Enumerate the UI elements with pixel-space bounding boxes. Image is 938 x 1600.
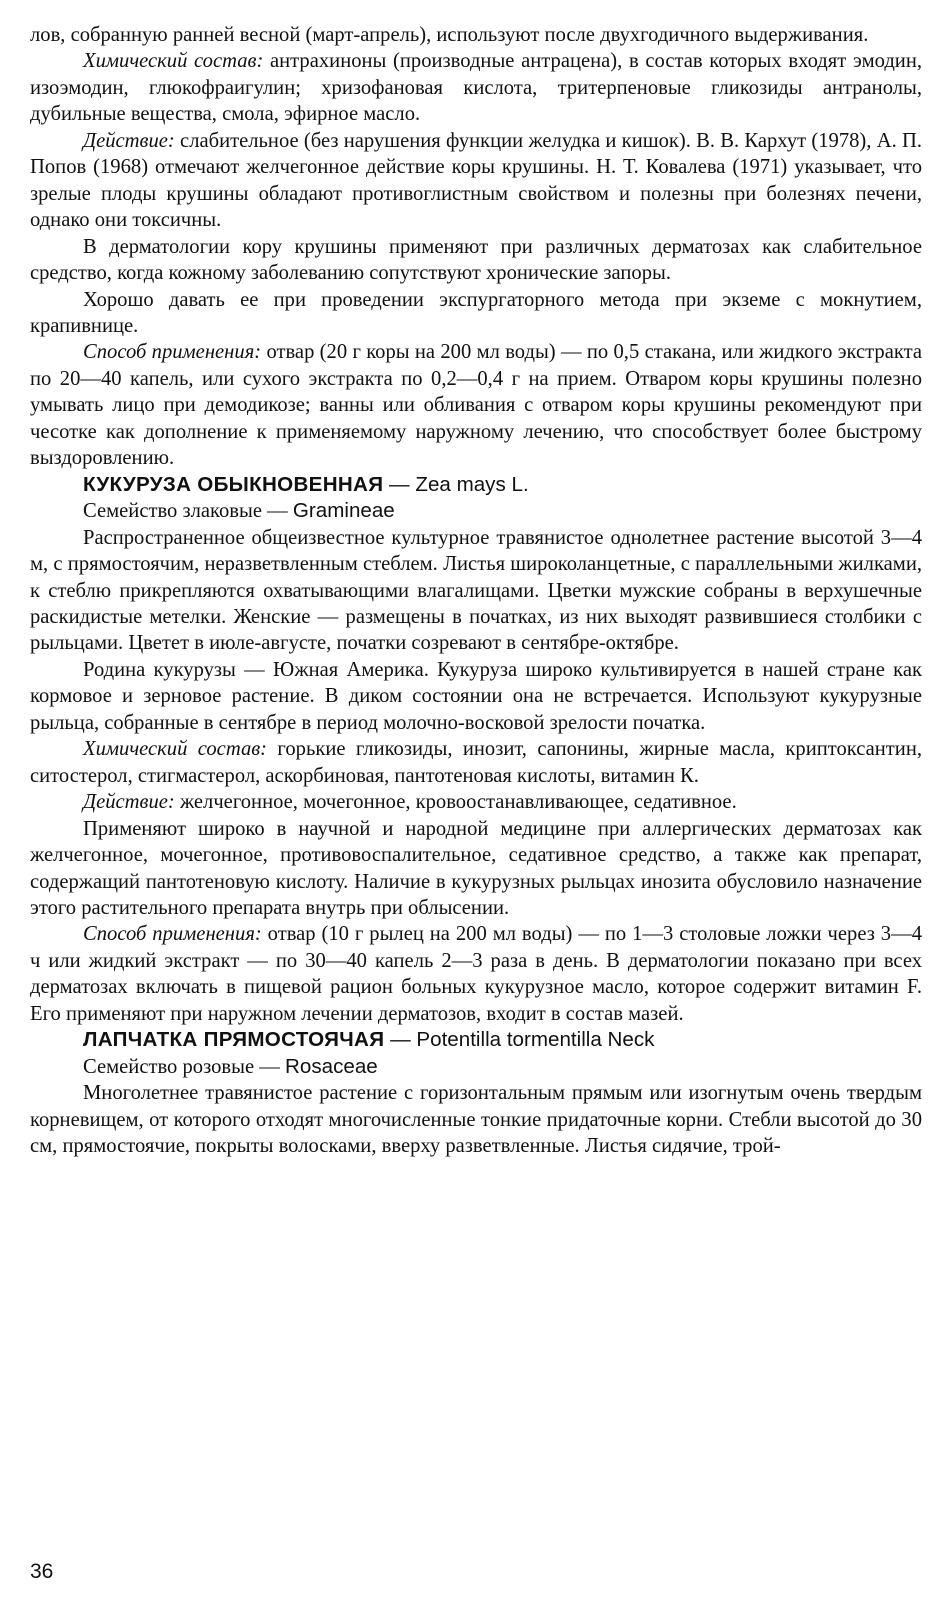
paragraph-text: В дерматологии кору крушины применяют при различных дерматозах как слабительное средство, когда кожному заболеванию сопутствуют хронические запоры. <box>30 235 922 285</box>
paragraph <box>30 472 922 498</box>
paragraph-text: Семейство злаковые — <box>83 500 293 523</box>
paragraph <box>30 287 922 340</box>
paragraph-text: отвар (20 г коры на 200 мл воды) — по 0,5 стакана, или жидкого экстракта по 20—40 капель, или сухого экстракта по 0,2—0,4 г на прием. Отваром коры крушины полезно умывать лицо при демодикозе; ванны или обливания с отваром коры крушины рекомендуют при чесотке как дополнение к применяемому наружному лечению, что способствует более быстрому выздоровлению. <box>30 341 922 470</box>
paragraph <box>30 921 922 1027</box>
paragraph <box>30 22 922 48</box>
section-label: Химический состав: <box>83 50 264 73</box>
paragraph-text: Распространенное общеизвестное культурное травянистое однолетнее растение высотой 3—4 м, с прямостоячим, неразветвленным стеблем. Листья широколанцетные, с параллельными жилками, к стеблю прикрепляются охватывающими влагалищами. Цветки мужские собраны в верхушечные раскидистые метелки. Женские — размещены в початках, из них выходят развившиеся столбики с рыльцами. Цветет в июле-августе, початки созревают в сентябре-октябре. <box>30 526 922 655</box>
paragraph <box>30 48 922 127</box>
paragraph <box>30 789 922 815</box>
section-label: Способ применения: <box>83 341 262 364</box>
paragraph <box>30 1054 922 1080</box>
paragraph-text: отвар (10 г рылец на 200 мл воды) — по 1—3 столовые ложки через 3—4 ч или жидкий экстракт — по 30—40 капель 2—3 раза в день. В дерматологии показано при всех дерматозах включать в пищевой рацион больных кукурузное масло, которое содержит витамин F. Его применяют при наружном лечении дерматозов, входит в состав мазей. <box>30 923 922 1025</box>
paragraph-text: горькие гликозиды, инозит, сапонины, жирные масла, криптоксантин, ситостерол, стигмастерол, аскорбиновая, пантотеновая кислоты, витамин К. <box>30 738 922 787</box>
section-label: Способ применения: <box>83 923 262 946</box>
paragraph <box>30 339 922 471</box>
paragraph-text: Многолетнее травянистое растение с горизонтальным прямым или изогнутым очень твердым корневищем, от которого отходят многочисленные тонкие придаточные корни. Стебли высотой до 30 см, прямостоячие, покрыты волосками, вверху разветвленные. Листья сидячие, трой- <box>30 1082 922 1158</box>
paragraph <box>30 128 922 234</box>
paragraph-text: Семейство розовые — <box>83 1055 285 1078</box>
plant-heading: КУКУРУЗА ОБЫКНОВЕННАЯ <box>83 472 384 496</box>
paragraph-text: Родина кукурузы — Южная Америка. Кукуруза широко культивируется в нашей стране как кормовое и зерновое растение. В диком состоянии она не встречается. Используют кукурузные рыльца, собранные в сентябре в период молочно-восковой зрелости початка. <box>30 658 922 734</box>
latin-name: — Zea mays L. <box>383 472 529 496</box>
paragraph-text: слабительное (без нарушения функции желудка и кишок). В. В. Кархут (1978), А. П. Попов (1968) отмечают желчегонное действие коры крушины. Н. Т. Ковалева (1971) указывает, что зрелые плоды крушины обладают противоглистным свойством и полезны при болезнях печени, однако они токсичны. <box>30 129 922 232</box>
paragraph <box>30 816 922 922</box>
latin-name: Rosaceae <box>285 1054 378 1078</box>
paragraph <box>30 736 922 789</box>
paragraph <box>30 498 922 524</box>
page-number: 36 <box>30 1560 54 1583</box>
section-label: Действие: <box>83 791 175 814</box>
section-label: Действие: <box>83 129 175 152</box>
paragraph-text: Хорошо давать ее при проведении экспургаторного метода при экземе с мокнутием, крапивнице. <box>30 288 922 337</box>
paragraph <box>30 234 922 287</box>
paragraph-text: лов, собранную ранней весной (март-апрель), используют после двухгодичного выдерживания. <box>30 24 869 46</box>
paragraph <box>30 1027 922 1053</box>
page-body-text <box>30 22 922 1159</box>
latin-name: — Potentilla tormentilla Neck <box>384 1028 655 1052</box>
latin-name: Gramineae <box>292 499 395 523</box>
section-label: Химический состав: <box>83 738 268 761</box>
paragraph <box>30 525 922 657</box>
plant-heading: ЛАПЧАТКА ПРЯМОСТОЯЧАЯ <box>83 1028 385 1052</box>
paragraph <box>30 657 922 736</box>
paragraph-text: Применяют широко в научной и народной медицине при аллергических дерматозах как желчегонное, мочегонное, противовоспалительное, седативное средство, а также как препарат, содержащий пантотеновую кислоту. Наличие в кукурузных рыльцах инозита обусловило назначение этого растительного препарата внутрь при облысении. <box>30 817 922 919</box>
paragraph-text: желчегонное, мочегонное, кровоостанавливающее, седативное. <box>174 791 737 814</box>
paragraph <box>30 1080 922 1159</box>
paragraph-text: антрахиноны (производные антрацена), в состав которых входят эмодин, изоэмодин, глюкофраигулин; хризофановая кислота, тритерпеновые гликозиды антранолы, дубильные вещества, смола, эфирное масло. <box>30 50 922 126</box>
